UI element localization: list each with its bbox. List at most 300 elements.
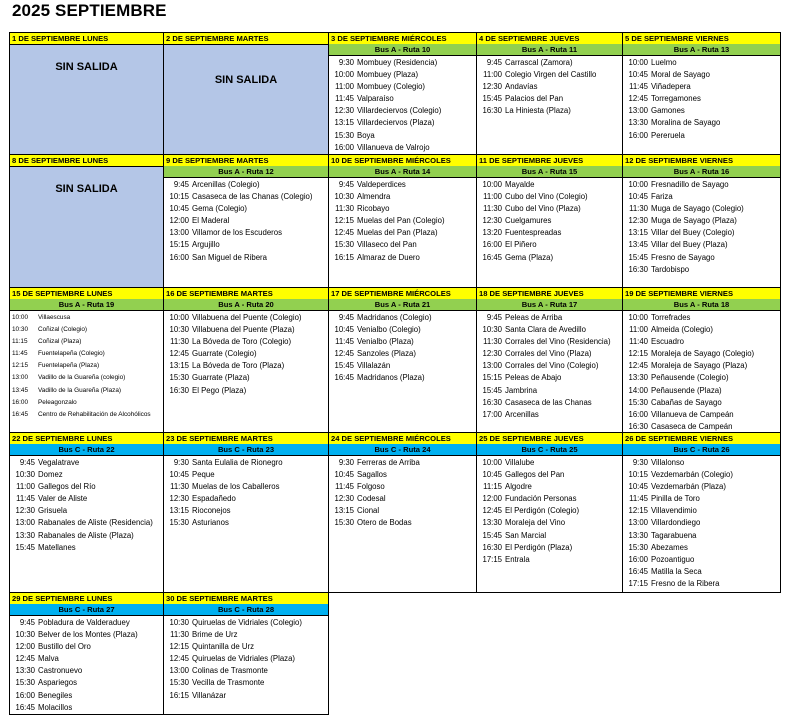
stop-time: 16:00 (334, 142, 354, 152)
stop-row (329, 81, 476, 93)
stop-place: Almaraz de Duero (357, 252, 420, 262)
stop-place: Casaseca de las Chanas (505, 397, 592, 407)
stop-row (329, 360, 476, 372)
stop-place: La Hiniesta (Plaza) (505, 106, 571, 116)
stop-place: Tardobispo (651, 264, 690, 274)
stop-row (623, 372, 780, 384)
stop-time: 10:45 (169, 204, 189, 214)
stop-place: Pinilla de Toro (651, 494, 700, 504)
bus-route-label: Bus A - Ruta 21 (329, 299, 476, 311)
stop-time: 16:45 (334, 373, 354, 383)
stop-time: 11:00 (335, 82, 354, 92)
stop-time: 10:45 (334, 325, 354, 335)
stop-row (164, 191, 328, 203)
stop-time: 15:45 (15, 542, 35, 552)
stop-place: San Miguel de Ribera (192, 252, 267, 262)
stop-place: Corrales del Vino (Colegio) (505, 361, 599, 371)
stop-place: Asturianos (192, 518, 229, 528)
stop-row (477, 203, 622, 215)
stop-time: 17:00 (482, 409, 502, 419)
stop-place: Valdeperdices (357, 180, 406, 189)
stop-place: El Pego (Plaza) (192, 385, 247, 395)
day-cell (163, 432, 329, 593)
stop-place: Benegiles (38, 690, 73, 700)
stop-place: Mayalde (505, 180, 535, 189)
stop-place: Vegalatrave (38, 458, 80, 467)
day-cell (622, 154, 781, 288)
day-cell (9, 592, 164, 715)
stop-place: Luelmo (651, 58, 677, 67)
stop-place: Sagallos (357, 470, 387, 480)
stop-row (329, 179, 476, 191)
stop-place: Peleas de Arriba (505, 313, 563, 322)
stop-place: Villardeciervos (Colegio) (357, 106, 442, 116)
stop-time: 11:15 (483, 482, 502, 492)
stop-place: Villaescusa (38, 314, 71, 321)
stop-time: 12:15 (334, 216, 354, 226)
stop-place: Villalonso (651, 458, 685, 467)
stop-place: Fundación Personas (505, 494, 577, 504)
stop-time: 11:45 (335, 337, 354, 347)
stop-row (329, 324, 476, 336)
stop-time: 11:30 (170, 630, 189, 640)
day-cell (163, 32, 329, 155)
stop-row (164, 372, 328, 384)
stop-row (477, 542, 622, 554)
stop-row (10, 336, 163, 348)
stop-place: Boya (357, 130, 375, 140)
stop-row (10, 360, 163, 372)
stop-row (329, 239, 476, 251)
stop-row (10, 530, 163, 542)
stop-row (329, 203, 476, 215)
stop-time: 9:30 (632, 458, 648, 467)
stop-place: Moraleja del Vino (505, 518, 566, 528)
stop-time: 13:30 (15, 666, 35, 676)
stop-time: 11:30 (170, 482, 189, 492)
stop-row (164, 481, 328, 493)
stop-row (623, 312, 780, 324)
stop-time: 16:30 (169, 385, 189, 395)
stop-place: Peque (192, 470, 215, 480)
stop-time: 12:45 (169, 654, 189, 664)
stop-row (10, 385, 163, 397)
stop-row (623, 191, 780, 203)
stop-time: 10:45 (628, 70, 648, 80)
stop-time: 16:45 (15, 702, 35, 712)
stop-row (623, 469, 780, 481)
stop-place: Moraleja de Sayago (Colegio) (651, 349, 755, 359)
stop-time: 15:45 (334, 361, 354, 371)
day-cell (9, 287, 164, 433)
stop-row (623, 457, 780, 469)
stop-row (10, 617, 163, 629)
stop-place: Santa Eulalia de Rionegro (192, 458, 283, 467)
stop-time: 12:15 (12, 362, 28, 370)
stop-list (477, 457, 622, 566)
stop-place: Villanázar (192, 690, 227, 700)
stop-place: Quiruelas de Vidriales (Plaza) (192, 654, 295, 664)
stop-time: 11:00 (483, 70, 502, 80)
bus-route-label: Bus C - Ruta 28 (164, 604, 328, 616)
stop-time: 13:30 (482, 518, 502, 528)
stop-place: Moralina de Sayago (651, 118, 721, 128)
stop-row (10, 324, 163, 336)
stop-time: 16:30 (482, 542, 502, 552)
stop-row (477, 457, 622, 469)
stop-time: 9:45 (338, 313, 354, 322)
stop-time: 12:00 (169, 216, 189, 226)
stop-place: Cubo del Vino (Colegio) (505, 192, 588, 202)
stop-time: 13:00 (169, 666, 189, 676)
stop-list (623, 312, 780, 433)
stop-time: 15:30 (628, 542, 648, 552)
stop-list (10, 312, 163, 421)
stop-row (329, 348, 476, 360)
stop-time: 11:45 (16, 494, 35, 504)
stop-place: Mombuey (Colegio) (357, 82, 426, 92)
stop-time: 10:00 (482, 458, 502, 467)
stop-row (477, 372, 622, 384)
stop-row (623, 57, 780, 69)
stop-time: 16:00 (169, 252, 189, 262)
stop-place: Villavendimio (651, 506, 697, 516)
stop-row (164, 641, 328, 653)
day-header: 3 DE SEPTIEMBRE MIÉRCOLES (329, 33, 476, 45)
stop-row (477, 517, 622, 529)
stop-time: 10:00 (482, 180, 502, 189)
day-header: 5 DE SEPTIEMBRE VIERNES (623, 33, 780, 45)
stop-time: 13:15 (628, 228, 648, 238)
stop-list (10, 457, 163, 554)
stop-row (329, 117, 476, 129)
stop-place: Espadañedo (192, 494, 236, 504)
stop-place: Rabanales de Aliste (Plaza) (38, 530, 134, 540)
no-departure-label: SIN SALIDA (55, 183, 118, 195)
stop-place: Coñizal (Colegio) (38, 326, 88, 334)
stop-time: 16:00 (628, 409, 648, 419)
stop-place: Folgoso (357, 482, 385, 492)
stop-place: Madridanos (Colegio) (357, 313, 432, 322)
stop-time: 15:45 (482, 530, 502, 540)
stop-row (477, 324, 622, 336)
stop-place: Valparaíso (357, 94, 394, 104)
bus-route-label: Bus C - Ruta 25 (477, 444, 622, 456)
bus-route-label: Bus C - Ruta 23 (164, 444, 328, 456)
stop-place: Mombuey (Plaza) (357, 70, 419, 80)
stop-time: 16:30 (482, 106, 502, 116)
stop-list (164, 617, 328, 702)
stop-row (477, 239, 622, 251)
stop-row (623, 505, 780, 517)
stop-time: 10:45 (169, 470, 189, 480)
day-cell (163, 592, 329, 715)
stop-time: 9:30 (338, 58, 354, 67)
stop-place: Arcenillas (505, 409, 539, 419)
bus-route-label: Bus A - Ruta 10 (329, 44, 476, 56)
stop-time: 11:45 (629, 494, 648, 504)
stop-time: 10:00 (628, 58, 648, 67)
stop-row (477, 481, 622, 493)
stop-row (477, 469, 622, 481)
stop-place: Cubo del Vino (Plaza) (505, 204, 581, 214)
stop-row (329, 517, 476, 529)
stop-row (329, 57, 476, 69)
stop-place: Vezdemarbán (Colegio) (651, 470, 733, 480)
stop-row (329, 457, 476, 469)
stop-row (164, 360, 328, 372)
stop-row (477, 57, 622, 69)
stop-row (164, 312, 328, 324)
stop-time: 12:30 (482, 82, 502, 92)
stop-list (623, 457, 780, 590)
stop-row (10, 397, 163, 409)
stop-time: 11:45 (629, 82, 648, 92)
stop-row (477, 227, 622, 239)
stop-row (623, 264, 780, 276)
stop-row (329, 493, 476, 505)
no-departure-label: SIN SALIDA (214, 74, 278, 86)
bus-route-label: Bus A - Ruta 17 (477, 299, 622, 311)
stop-time: 10:15 (169, 192, 189, 202)
stop-place: Villardondiego (651, 518, 701, 528)
stop-row (164, 227, 328, 239)
stop-place: Palacios del Pan (505, 94, 564, 104)
stop-place: Torregamones (651, 94, 701, 104)
stop-place: Mombuey (Residencia) (357, 58, 438, 67)
day-cell (163, 154, 329, 288)
stop-place: El Piñero (505, 240, 537, 250)
stop-place: Peleagonzalo (38, 398, 77, 406)
stop-time: 11:00 (16, 482, 35, 492)
stop-row (623, 93, 780, 105)
stop-time: 16:30 (482, 397, 502, 407)
stop-place: La Bóveda de Toro (Plaza) (192, 361, 285, 371)
stop-place: Fresno de la Ribera (651, 578, 720, 588)
stop-place: Vezdemarbán (Plaza) (651, 482, 726, 492)
stop-place: Villalazán (357, 361, 391, 371)
stop-row (623, 578, 780, 590)
stop-time: 12:00 (482, 494, 502, 504)
bus-route-label: Bus A - Ruta 19 (10, 299, 163, 311)
stop-list (477, 179, 622, 264)
stop-time: 13:45 (628, 240, 648, 250)
stop-place: San Marcial (505, 530, 547, 540)
stop-row (329, 130, 476, 142)
stop-time: 11:30 (483, 337, 502, 347)
stop-time: 13:15 (334, 118, 354, 128)
stop-time: 16:00 (482, 240, 502, 250)
stop-place: La Bóveda de Toro (Colegio) (192, 337, 292, 347)
stop-time: 16:45 (12, 410, 28, 418)
stop-row (10, 665, 163, 677)
stop-time: 15:45 (482, 94, 502, 104)
stop-time: 11:00 (629, 325, 648, 335)
stop-list (477, 57, 622, 117)
bus-route-label: Bus C - Ruta 27 (10, 604, 163, 616)
stop-place: Moral de Sayago (651, 70, 710, 80)
stop-row (623, 517, 780, 529)
day-cell (476, 154, 623, 288)
stop-place: Sanzoles (Plaza) (357, 349, 416, 359)
stop-row (10, 677, 163, 689)
stop-time: 9:30 (338, 458, 354, 467)
stop-time: 10:45 (628, 482, 648, 492)
stop-time: 11:30 (629, 204, 648, 214)
stop-time: 13:15 (169, 506, 189, 516)
stop-place: Ferreras de Arriba (357, 458, 420, 467)
stop-row (10, 457, 163, 469)
stop-place: Ricobayo (357, 204, 390, 214)
day-cell (328, 287, 477, 433)
stop-row (477, 81, 622, 93)
stop-row (477, 105, 622, 117)
stop-time: 11:45 (335, 94, 354, 104)
stop-row (10, 517, 163, 529)
stop-time: 15:30 (334, 240, 354, 250)
stop-time: 12:45 (334, 349, 354, 359)
stop-time: 12:30 (482, 216, 502, 226)
stop-row (10, 409, 163, 421)
stop-place: Otero de Bodas (357, 518, 412, 528)
stop-place: Corrales del Vino (Plaza) (505, 349, 592, 359)
stop-place: Madridanos (Plaza) (357, 373, 425, 383)
stop-place: Brime de Urz (192, 630, 238, 640)
stop-row (623, 409, 780, 421)
day-cell (328, 32, 477, 155)
stop-place: Castronuevo (38, 666, 83, 676)
day-cell (163, 287, 329, 433)
day-header: 17 DE SEPTIEMBRE MIÉRCOLES (329, 288, 476, 300)
stop-place: Abezames (651, 542, 688, 552)
day-header: 23 DE SEPTIEMBRE MARTES (164, 433, 328, 445)
stop-row (164, 493, 328, 505)
stop-row (623, 397, 780, 409)
stop-time: 16:00 (15, 690, 35, 700)
stop-time: 12:45 (628, 94, 648, 104)
stop-time: 13:30 (15, 530, 35, 540)
stop-place: Peñausende (Colegio) (651, 373, 729, 383)
stop-row (329, 252, 476, 264)
stop-time: 10:30 (482, 325, 502, 335)
stop-list (477, 312, 622, 421)
day-cell (328, 432, 477, 593)
stop-time: 12:45 (482, 506, 502, 516)
stop-time: 15:45 (482, 385, 502, 395)
stop-time: 9:45 (19, 458, 35, 467)
stop-time: 10:45 (482, 470, 502, 480)
stop-row (477, 348, 622, 360)
stop-time: 16:30 (628, 421, 648, 431)
stop-time: 10:00 (12, 314, 28, 321)
stop-place: Quiruelas de Vidriales (Colegio) (192, 618, 302, 627)
stop-time: 13:30 (628, 530, 648, 540)
day-cell (9, 154, 164, 288)
bus-route-label: Bus C - Ruta 22 (10, 444, 163, 456)
stop-place: Gema (Colegio) (192, 204, 248, 214)
stop-row (329, 191, 476, 203)
day-cell (622, 432, 781, 593)
day-header: 30 DE SEPTIEMBRE MARTES (164, 593, 328, 605)
stop-place: Villanueva de Campeán (651, 409, 734, 419)
stop-place: Colinas de Trasmonte (192, 666, 268, 676)
day-header: 16 DE SEPTIEMBRE MARTES (164, 288, 328, 300)
stop-time: 10:30 (334, 192, 354, 202)
stop-row (623, 566, 780, 578)
stop-row (477, 215, 622, 227)
stop-row (623, 360, 780, 372)
stop-place: Carrascal (Zamora) (505, 58, 573, 67)
stop-row (329, 312, 476, 324)
stop-row (477, 360, 622, 372)
stop-list (164, 179, 328, 264)
stop-row (10, 348, 163, 360)
stop-row (164, 203, 328, 215)
stop-row (10, 493, 163, 505)
stop-time: 13:00 (169, 228, 189, 238)
stop-row (623, 105, 780, 117)
stop-time: 13:00 (12, 374, 28, 382)
stop-time: 12:30 (334, 106, 354, 116)
stop-time: 16:00 (628, 554, 648, 564)
day-header: 15 DE SEPTIEMBRE LUNES (10, 288, 163, 300)
stop-row (164, 617, 328, 629)
stop-time: 11:30 (170, 337, 189, 347)
stop-row (164, 336, 328, 348)
day-cell (476, 287, 623, 433)
stop-row (623, 227, 780, 239)
stop-time: 10:15 (628, 470, 648, 480)
stop-place: Fariza (651, 192, 673, 202)
stop-time: 9:30 (173, 458, 189, 467)
stop-place: Fuentespreadas (505, 228, 562, 238)
stop-row (164, 629, 328, 641)
day-header: 25 DE SEPTIEMBRE JUEVES (477, 433, 622, 445)
stop-time: 10:30 (169, 325, 189, 335)
stop-row (623, 252, 780, 264)
stop-time: 14:00 (628, 385, 648, 395)
no-departure-label: SIN SALIDA (55, 61, 118, 73)
stop-time: 15:45 (628, 252, 648, 262)
stop-time: 11:00 (483, 192, 502, 202)
stop-row (477, 505, 622, 517)
stop-row (10, 653, 163, 665)
stop-row (10, 481, 163, 493)
stop-place: Moraleja de Sayago (Plaza) (651, 361, 748, 371)
stop-place: Molacillos (38, 702, 73, 712)
stop-row (623, 130, 780, 142)
stop-row (623, 239, 780, 251)
stop-row (10, 469, 163, 481)
stop-row (164, 665, 328, 677)
stop-row (164, 457, 328, 469)
stop-list (623, 179, 780, 276)
stop-place: Muelas de los Caballeros (192, 482, 280, 492)
stop-place: Coñizal (Plaza) (38, 338, 82, 346)
stop-time: 12:45 (15, 654, 35, 664)
stop-time: 10:00 (334, 70, 354, 80)
stop-place: Santa Clara de Avedillo (505, 325, 586, 335)
stop-place: Muga de Sayago (Plaza) (651, 216, 737, 226)
stop-time: 9:45 (486, 58, 502, 67)
stop-time: 13:15 (169, 361, 189, 371)
stop-time: 16:15 (169, 690, 189, 700)
stop-row (164, 517, 328, 529)
stop-place: Villabuena del Puente (Plaza) (192, 325, 295, 335)
stop-place: Fresnadillo de Sayago (651, 180, 729, 189)
stop-time: 13:00 (15, 518, 35, 528)
stop-row (329, 505, 476, 517)
